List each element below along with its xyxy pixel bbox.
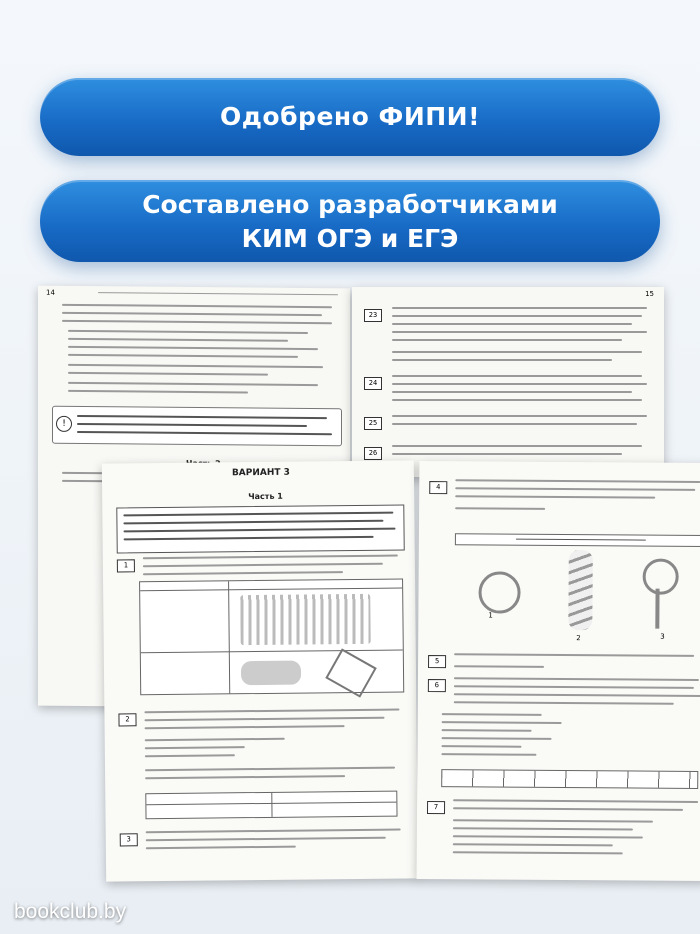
answer-grid	[441, 769, 698, 789]
question-number: 24	[364, 377, 382, 390]
question-number: 5	[428, 655, 446, 668]
info-icon: !	[56, 416, 72, 432]
approval-banner	[40, 78, 660, 156]
cell-tissue-image	[240, 594, 371, 645]
authors-banner-line2: КИМ ОГЭ и ЕГЭ	[241, 224, 459, 253]
question-number: 1	[117, 559, 135, 572]
approval-banner-text: Одобрено ФИПИ!	[219, 102, 481, 131]
figure-label: 3	[660, 632, 665, 641]
dna-helix-image	[568, 550, 593, 630]
brand-footer: bookclub.by	[14, 900, 127, 923]
page-number: 15	[645, 290, 654, 298]
page-number: 14	[46, 288, 55, 297]
molecule-image	[325, 648, 377, 697]
question-number: 3	[120, 833, 138, 846]
part-heading: Часть 1	[248, 491, 283, 502]
tRNA-like-structure-image	[478, 571, 520, 613]
instruction-box	[52, 406, 342, 447]
authors-banner-line1: Составлено разработчиками	[142, 190, 558, 219]
authors-banner	[40, 180, 660, 262]
answer-table	[145, 791, 397, 820]
figure-label: 1	[488, 611, 493, 620]
organism-image	[241, 661, 301, 686]
front-right-page	[417, 461, 700, 881]
figure-table	[139, 578, 404, 695]
question-number: 23	[364, 309, 382, 322]
question-number: 26	[364, 447, 382, 460]
figure-label: 2	[576, 634, 581, 643]
front-left-page	[102, 460, 418, 881]
question-number: 25	[364, 417, 382, 430]
running-header	[98, 292, 338, 295]
back-right-page	[352, 287, 664, 477]
variant-heading: ВАРИАНТ 3	[231, 467, 290, 479]
question-number: 2	[118, 713, 136, 726]
question-number: 4	[429, 481, 447, 494]
figure-caption-box	[455, 533, 700, 547]
question-number: 7	[427, 801, 445, 814]
instruction-box	[116, 504, 404, 553]
question-number: 6	[428, 679, 446, 692]
trna-cloverleaf-image	[643, 559, 679, 595]
